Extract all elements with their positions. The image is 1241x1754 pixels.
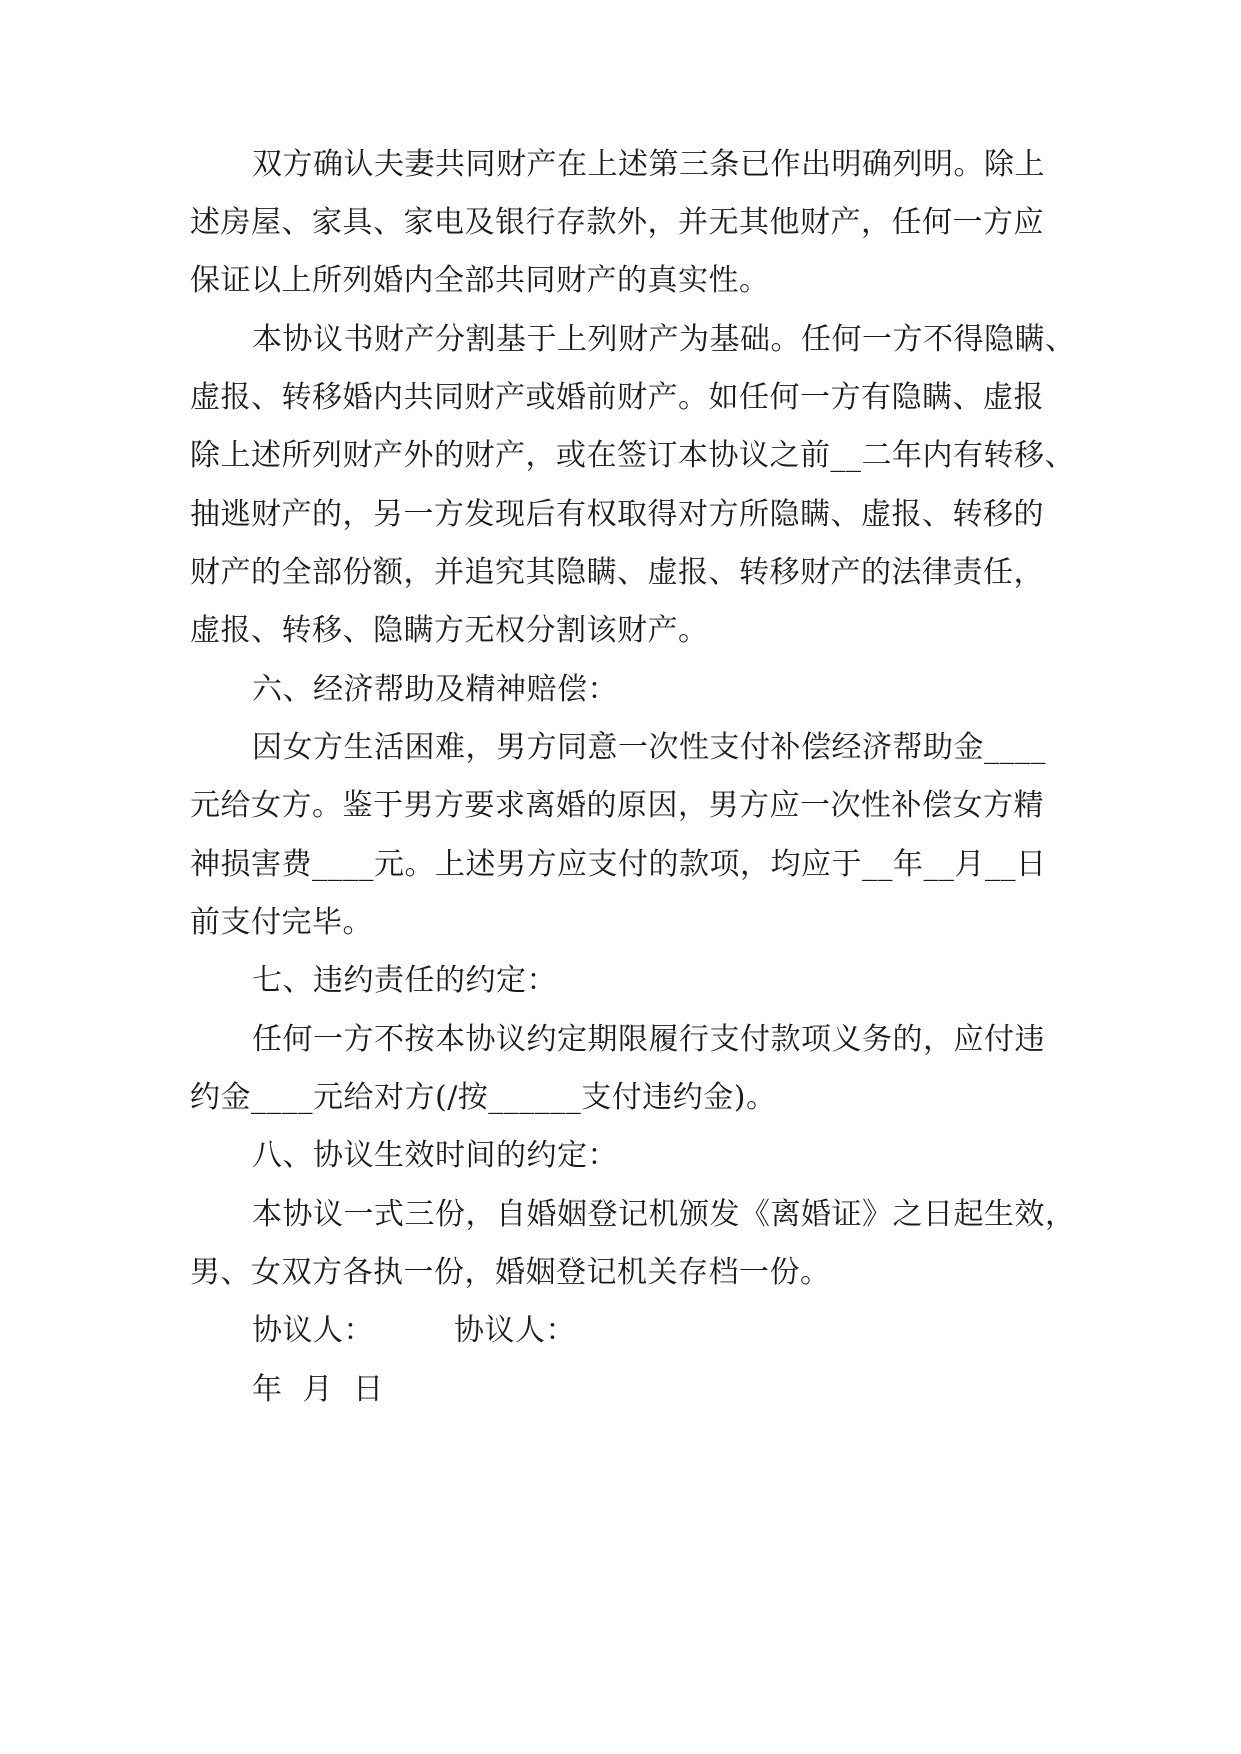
- paragraph-line: 本协议书财产分割基于上列财产为基础。任何一方不得隐瞒、: [252, 322, 1076, 357]
- date-line: 年 月 日: [252, 1372, 384, 1407]
- signatory-label-2: 协议人：: [454, 1313, 576, 1348]
- signatory-label-1: 协议人：: [252, 1313, 374, 1348]
- section-heading: 六、经济帮助及精神赔偿：: [252, 672, 618, 707]
- paragraph-line: 抽逃财产的，另一方发现后有权取得对方所隐瞒、虚报、转移的: [190, 497, 1044, 532]
- paragraph-line: 虚报、转移婚内共同财产或婚前财产。如任何一方有隐瞒、虚报: [190, 380, 1044, 415]
- section-heading: 七、违约责任的约定：: [252, 963, 557, 998]
- paragraph-line: 财产的全部份额，并追究其隐瞒、虚报、转移财产的法律责任，: [190, 555, 1044, 590]
- paragraph-line: 述房屋、家具、家电及银行存款外，并无其他财产，任何一方应: [190, 205, 1044, 240]
- section-heading: 八、协议生效时间的约定：: [252, 1138, 618, 1173]
- paragraph-line: 本协议一式三份，自婚姻登记机颁发《离婚证》之日起生效，: [252, 1197, 1076, 1232]
- paragraph-line: 男、女双方各执一份，婚姻登记机关存档一份。: [190, 1255, 831, 1290]
- paragraph-line: 因女方生活困难，男方同意一次性支付补偿经济帮助金____: [252, 730, 1046, 765]
- paragraph-line: 双方确认夫妻共同财产在上述第三条已作出明确列明。除上: [252, 147, 1045, 182]
- paragraph-line: 神损害费____元。上述男方应支付的款项，均应于__年__月__日: [190, 847, 1047, 882]
- paragraph-line: 前支付完毕。: [190, 905, 373, 940]
- paragraph-line: 保证以上所列婚内全部共同财产的真实性。: [190, 263, 770, 298]
- paragraph-line: 除上述所列财产外的财产，或在签订本协议之前__二年内有转移、: [190, 438, 1075, 473]
- paragraph-line: 元给女方。鉴于男方要求离婚的原因，男方应一次性补偿女方精: [190, 788, 1044, 823]
- paragraph-line: 任何一方不按本协议约定期限履行支付款项义务的，应付违: [252, 1022, 1045, 1057]
- paragraph-line: 虚报、转移、隐瞒方无权分割该财产。: [190, 613, 709, 648]
- paragraph-line: 约金____元给对方(/按______支付违约金)。: [190, 1080, 777, 1115]
